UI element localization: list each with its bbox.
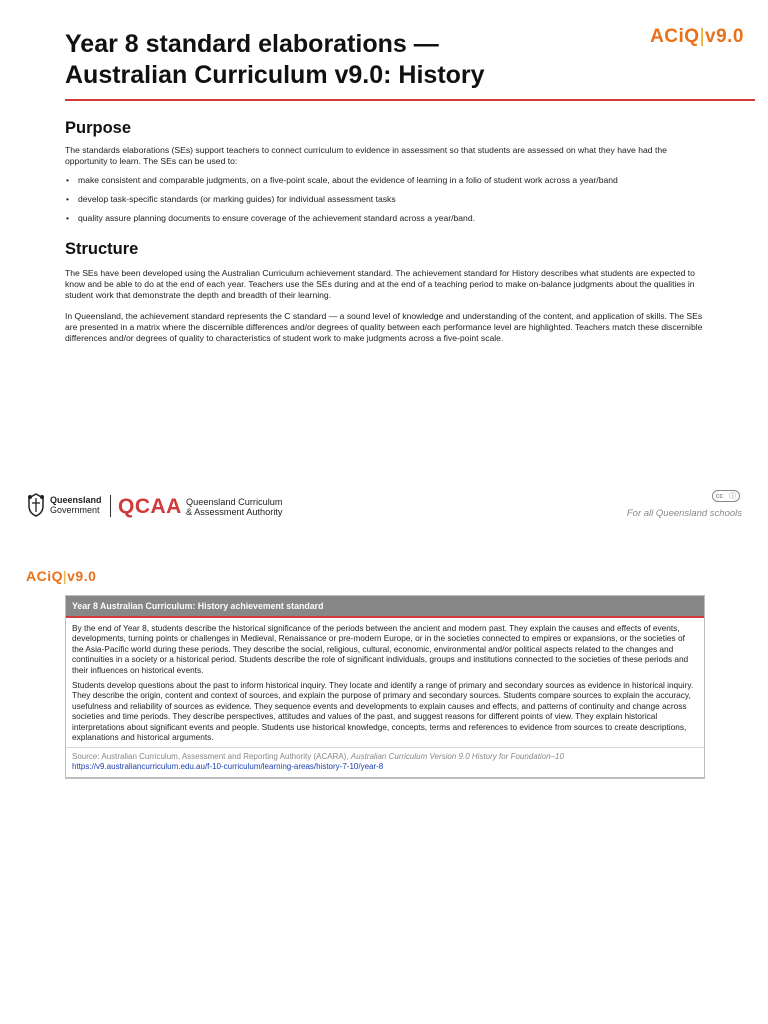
queensland-government-logo: Queensland Government [26, 493, 102, 517]
purpose-heading: Purpose [65, 119, 132, 137]
page-2 [0, 548, 768, 1024]
qcaa-logo: QCAA [118, 495, 182, 518]
list-item: • quality assure planning documents to ensure coverage of the achievement standard across a year/band. [66, 213, 475, 223]
source-divider [66, 747, 704, 748]
page-title [65, 29, 625, 91]
source-citation: Source: Australian Curriculum, Assessment and Reporting Authority (ACARA), Australian Curriculum Version 9.0 History for Foundation–10 https://v9.australiancurriculum.edu.au/f-10-curriculum/learning-areas/history-7-10/year-8 [66, 750, 704, 774]
logo-divider [110, 495, 111, 517]
structure-paragraph-1: The SEs have been developed using the Australian Curriculum achievement standard. The achievement standard for History describes what students are expected to know and be able to do at the end of each year. Teachers use the SEs during and at the end of a teaching period to make on-balance judgments about the qualities in student work that demonstrate the depth and breadth of their learning. [65, 268, 695, 300]
aciq-logo: ACiQ|v9.0 [650, 26, 744, 47]
achievement-standard-heading: Year 8 Australian Curriculum: History achievement standard [66, 596, 704, 616]
list-item: • develop task-specific standards (or marking guides) for individual assessment tasks [66, 194, 396, 204]
title-divider [65, 99, 755, 101]
title-line-2: Australian Curriculum v9.0: History [65, 61, 485, 89]
structure-paragraph-2: In Queensland, the achievement standard represents the C standard — a sound level of knowledge and understanding of the content, and application of skills. The SEs are presented in a matrix where the discernible differences and/or degrees of quality between each performance level are highlighted. Teachers match these discernible differences and/or degrees of quality to characteristics of student work to make judgments across a five-point scale. [65, 311, 703, 343]
achievement-paragraph-1: By the end of Year 8, students describe the historical significance of the periods between the ancient and modern past. They explain the causes and effects of events, developments, turning points or challenges in Medieval, Renaissance or pre-modern Europe, or in the societies connected to empires or expansions, or the societies of the Asia-Pacific world during these periods. They describe the social, religious, cultural, economic, environmental and/or political aspects related to the changes and continuities in a society or a historical period. Students describe the role of significant individuals, groups and institutions connected to the societies of these periods and their influences on historical events. [72, 623, 689, 675]
achievement-standard-box [65, 595, 705, 778]
achievement-paragraph-2: Students develop questions about the past to inform historical inquiry. They locate and identify a range of primary and secondary sources as evidence in historical inquiry. They describe the origin, content and context of sources, and explain the purpose of primary and secondary sources. Students compare sources to explain the accuracy, usefulness and reliability of sources as evidence. They sequence events and developments to explain causes and effects, and patterns of continuity and change across societies and time periods. They describe perspectives, attitudes and values of the past, and suggest reasons for different points of view. They explain historical interpretations about significant events and people. Students use historical knowledge, concepts, terms and references to evidence from sources to create descriptions, explanations and historical arguments. [72, 680, 694, 743]
purpose-bullet-list [65, 175, 705, 232]
creative-commons-icon: cc ⓘ [712, 490, 740, 502]
aciq-logo: ACiQ|v9.0 [26, 568, 97, 584]
box-bottom-border [65, 777, 705, 779]
structure-heading: Structure [65, 240, 139, 258]
title-line-1: Year 8 standard elaborations — [65, 30, 439, 58]
qcaa-name: Queensland Curriculum & Assessment Authority [186, 497, 283, 517]
purpose-intro: The standards elaborations (SEs) support teachers to connect curriculum to evidence in assessment so that students are assessed on what they have had the opportunity to learn. The SEs can be used to: [65, 145, 667, 166]
bullet-icon: • [66, 175, 70, 185]
bullet-icon: • [66, 194, 70, 204]
page-footer [26, 490, 746, 530]
source-link[interactable]: https://v9.australiancurriculum.edu.au/f-10-curriculum/learning-areas/history-7-10/year-8 [72, 762, 384, 772]
bullet-icon: • [66, 213, 70, 223]
queensland-crest-icon [26, 493, 46, 517]
footer-tagline: For all Queensland schools [626, 508, 742, 519]
list-item: • make consistent and comparable judgments, on a five-point scale, about the evidence of learning in a folio of student work across a year/band [66, 175, 618, 185]
